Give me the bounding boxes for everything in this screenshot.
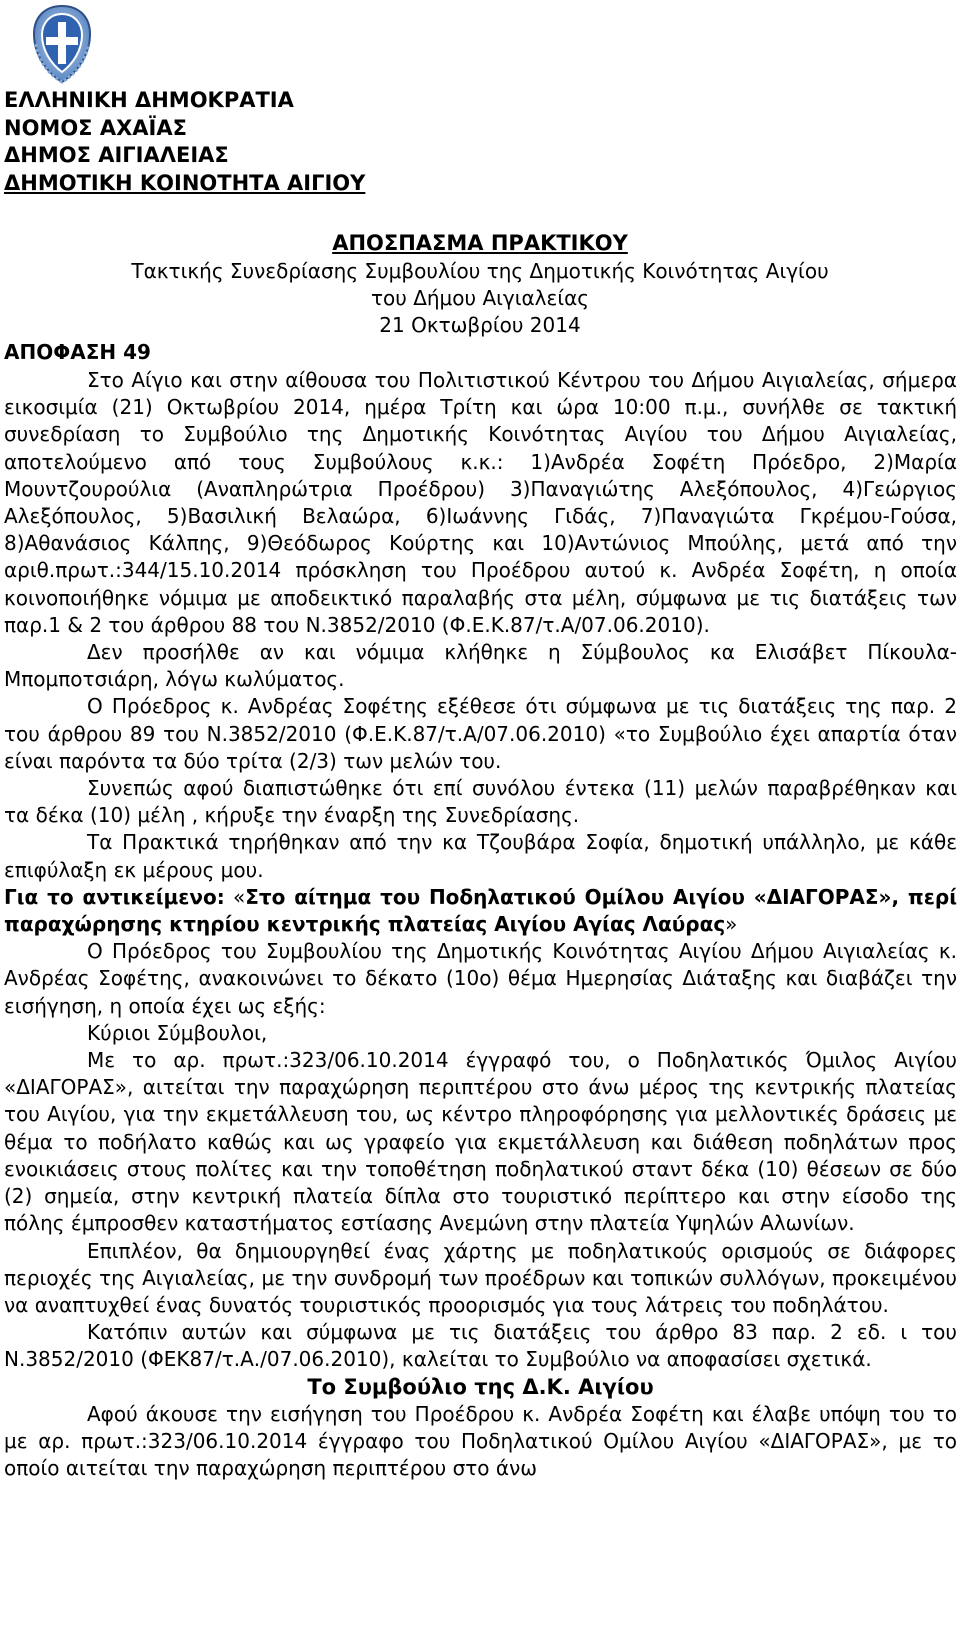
subject-label: Για το αντικείμενο:	[4, 884, 225, 909]
decision-number: ΑΠΟΦΑΣΗ 49	[4, 340, 151, 364]
subject-open-quote: «	[224, 884, 246, 909]
document-body	[4, 367, 957, 1482]
paragraph-absent-member: Δεν προσήλθε αν και νόμιμα κλήθηκε η Σύμβουλος κα Ελισάβετ Πίκουλα-Μπομποτσιάρη, λόγω κωλύματος.	[4, 640, 957, 692]
paragraph-council-decision: Αφού άκουσε την εισήγηση του Προέδρου κ. Ανδρέα Σοφέτη και έλαβε υπόψη του το με αρ. πρωτ.:323/06.10.2014 έγγραφο του Ποδηλατικού Ομίλου Αιγίου «ΔΙΑΓΟΡΑΣ», με το οποίο αιτείται την παραχώρηση περιπτέρου στο άνω	[4, 1401, 957, 1481]
paragraph-agenda-announcement: Ο Πρόεδρος του Συμβουλίου της Δημοτικής Κοινότητας Αιγίου Δήμου Αιγιαλείας κ. Ανδρέας Σοφέτης, ανακοινώνει το δέκατο (10ο) θέμα Ημερησίας Διάταξης και διαβάζει την εισήγηση, η οποία έχει ως εξής:	[4, 939, 957, 1018]
paragraph-session-convened: Στο Αίγιο και στην αίθουσα του Πολιτιστικού Κέντρου του Δήμου Αιγιαλείας, σήμερα εικοσιμία (21) Οκτωβρίου 2014, ημέρα Τρίτη και ώρα 10:00 π.μ., συνήλθε σε τακτική συνεδρίαση το Συμβούλιο της Δημοτικής Κοινότητας Αιγίου του Δήμου Αιγιαλείας, αποτελούμενο από τους Συμβούλους κ.κ.: 1)Ανδρέα Σοφέτη Πρόεδρο, 2)Μαρία Μουντζουρούλια (Αναπληρώτρια Προέδρου) 3)Παναγιώτης Αλεξόπουλος, 4)Γεώργιος Αλεξόπουλος, 5)Βασιλική Βελαώρα, 6)Ιωάννης Γιδάς, 7)Παναγιώτα Γκρέμου-Γούσα, 8)Αθανάσιος Κάλπης, 9)Θεόδωρος Κούρτης και 10)Αντώνιος Μπούλης, μετά από την αριθ.πρωτ.:344/15.10.2014 πρόσκληση του Προέδρου αυτού κ. Ανδρέα Σοφέτη, η οποία κοινοποιήθηκε νόμιμα με αποδεικτικό παραλαβής στα μέλη, σύμφωνα με τις διατάξεις των παρ.1 & 2 του άρθρου 88 του Ν.3852/2010 (Φ.Ε.Κ.87/τ.Α/07.06.2010).	[4, 368, 957, 637]
subject-text: Στο αίτημα του Ποδηλατικού Ομίλου Αιγίου «ΔΙΑΓΟΡΑΣ», περί παραχώρησης κτηρίου κεντρικής πλατείας Αιγίου Αγίας Λαύρας	[4, 884, 957, 937]
paragraph-cycling-map: Επιπλέον, θα δημιουργηθεί ένας χάρτης με ποδηλατικούς ορισμούς σε διάφορες περιοχές της Αιγιαλείας, με την συνδρομή των προέδρων και τοπικών συλλόγων, προκειμένου να αναπτυχθεί ένας δυνατός τουριστικός προορισμός για τους λάτρεις του ποδηλάτου.	[4, 1238, 957, 1317]
paragraph-quorum-confirmed: Συνεπώς αφού διαπιστώθηκε ότι επί συνόλου έντεκα (11) μελών παραβρέθηκαν και τα δέκα (10) μέλη , κήρυξε την έναρξη της Συνεδρίασης.	[4, 776, 957, 828]
document-subtitle-line1: Τακτικής Συνεδρίασης Συμβουλίου της Δημοτικής Κοινότητας Αιγίου	[131, 259, 829, 283]
paragraph-legal-basis: Κατόπιν αυτών και σύμφωνα με τις διατάξεις του άρθρο 83 παρ. 2 εδ. ι του Ν.3852/2010 (ΦΕΚ87/τ.Α./07.06.2010), καλείται το Συμβούλιο να αποφασίσει σχετικά.	[4, 1320, 957, 1372]
header-republic: ΕΛΛΗΝΙΚΗ ΔΗΜΟΚΡΑΤΙΑ	[4, 88, 294, 112]
council-heading: Το Συμβούλιο της Δ.Κ. Αιγίου	[307, 1374, 654, 1399]
header-community: ΔΗΜΟΤΙΚΗ ΚΟΙΝΟΤΗΤΑ ΑΙΓΙΟΥ	[4, 171, 366, 195]
paragraph-minutes-keeper: Τα Πρακτικά τηρήθηκαν από την κα Τζουβάρα Σοφία, δημοτική υπάλληλο, με κάθε επιφύλαξη εκ μέρους μου.	[4, 830, 957, 882]
paragraph-request-details: Με το αρ. πρωτ.:323/06.10.2014 έγγραφό του, ο Ποδηλατικός Όμιλος Αιγίου «ΔΙΑΓΟΡΑΣ», αιτείται την παραχώρηση περιπτέρου στο άνω μέρος της κεντρικής πλατείας του Αιγίου, για την εκμετάλλευση του, ως κέντρο πληροφόρησης για μελλοντικές δράσεις με θέμα το ποδήλατο καθώς και ως γραφείο για εκμετάλλευση και διάθεση ποδηλάτων προς ενοικιάσεις στους πολίτες και την τοποθέτηση ποδηλατικού σταντ δέκα (10) θέσεων σε δύο (2) σημεία, στην κεντρική πλατεία δίπλα στο τουριστικό περίπτερο και στην είσοδο της πόλης έμπροσθεν καταστήματος εστίασης Ανεμώνη στην πλατεία Υψηλών Αλωνίων.	[4, 1048, 957, 1236]
document-subtitle-line2: του Δήμου Αιγιαλείας	[370, 286, 590, 310]
subject-close-quote: »	[725, 912, 738, 937]
document-date: 21 Οκτωβρίου 2014	[379, 313, 581, 337]
greek-state-emblem-icon	[28, 4, 96, 84]
subject-paragraph	[4, 884, 957, 938]
header-municipality: ΔΗΜΟΣ ΑΙΓΙΑΛΕΙΑΣ	[4, 143, 229, 167]
header-prefecture: ΝΟΜΟΣ ΑΧΑΪΑΣ	[4, 116, 187, 140]
paragraph-salutation: Κύριοι Σύμβουλοι,	[87, 1020, 268, 1045]
paragraph-quorum-rule: Ο Πρόεδρος κ. Ανδρέας Σοφέτης εξέθεσε ότι σύμφωνα με τις διατάξεις της παρ. 2 του άρθρου 89 του Ν.3852/2010 (Φ.Ε.Κ.87/τ.Α/07.06.2010) «το Συμβούλιο έχει απαρτία όταν είναι παρόντα τα δύο τρίτα (2/3) των μελών του.	[4, 694, 957, 773]
document-title: ΑΠΟΣΠΑΣΜΑ ΠΡΑΚΤΙΚΟΥ	[332, 231, 628, 255]
